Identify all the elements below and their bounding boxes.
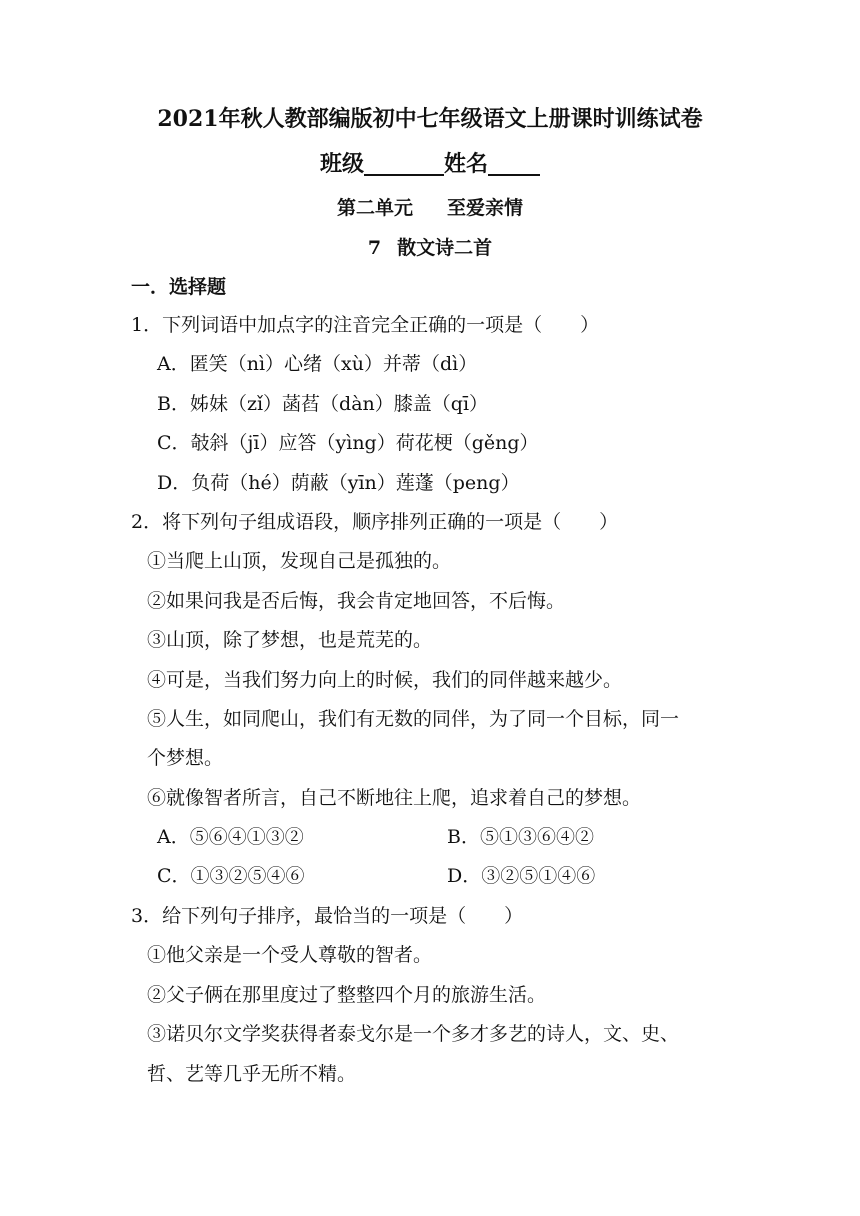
q2-item: ③山顶，除了梦想，也是荒芜的。 [147,629,433,651]
unit-number: 第二单元 [336,197,413,219]
q3-item: ①他父亲是一个受人尊敬的智者。 [147,944,433,966]
class-name-line [0,152,860,176]
class-label: 班级 [319,151,364,177]
q1-stem: 1．下列词语中加点字的注音完全正确的一项是（ ） [131,314,600,336]
exam-title: 2021年秋人教部编版初中七年级语文上册课时训练试卷 [157,106,703,132]
q2-item: 个梦想。 [147,747,224,769]
q1-option-b[interactable]: B．姊妹（zǐ）菡萏（dàn）膝盖（qī） [157,393,489,415]
q2-option-d[interactable]: D．③②⑤①④⑥ [447,865,596,887]
q2-item: ⑤人生，如同爬山，我们有无数的同伴，为了同一个目标，同一 [147,708,680,730]
unit-title: 至爱亲情 [447,197,524,219]
lesson-heading [0,236,860,260]
lesson-title: 散文诗二首 [397,237,493,259]
class-blank[interactable] [364,152,444,176]
q2-item: ②如果问我是否后悔，我会肯定地回答，不后悔。 [147,590,566,612]
q3-stem: 3．给下列句子排序，最恰当的一项是（ ） [131,905,524,927]
q2-stem: 2．将下列句子组成语段，顺序排列正确的一项是（ ） [131,511,619,533]
q2-item: ①当爬上山顶，发现自己是孤独的。 [147,550,452,572]
q2-option-b[interactable]: B．⑤①③⑥④② [447,826,594,848]
q1-option-c[interactable]: C．攲斜（jī）应答（yìng）荷花梗（gěng） [157,432,539,454]
q2-item: ④可是，当我们努力向上的时候，我们的同伴越来越少。 [147,669,623,691]
q1-option-a[interactable]: A．匿笑（nì）心绪（xù）并蒂（dì） [157,353,478,375]
q3-item: ③诺贝尔文学奖获得者泰戈尔是一个多才多艺的诗人，文、史、 [147,1023,680,1045]
q2-option-c[interactable]: C．①③②⑤④⑥ [157,865,305,887]
name-label: 姓名 [444,151,489,177]
q3-item: 哲、艺等几乎无所不精。 [147,1063,357,1085]
q1-option-d[interactable]: D．负荷（hé）荫蔽（yīn）莲蓬（peng） [157,472,520,494]
q2-option-a[interactable]: A．⑤⑥④①③② [157,826,304,848]
q3-item: ②父子俩在那里度过了整整四个月的旅游生活。 [147,984,547,1006]
lesson-number: 7 [367,237,382,259]
section-title: 一．选择题 [131,276,227,298]
unit-heading [0,196,860,220]
q2-item: ⑥就像智者所言，自己不断地往上爬，追求着自己的梦想。 [147,787,642,809]
name-blank[interactable] [488,152,540,176]
